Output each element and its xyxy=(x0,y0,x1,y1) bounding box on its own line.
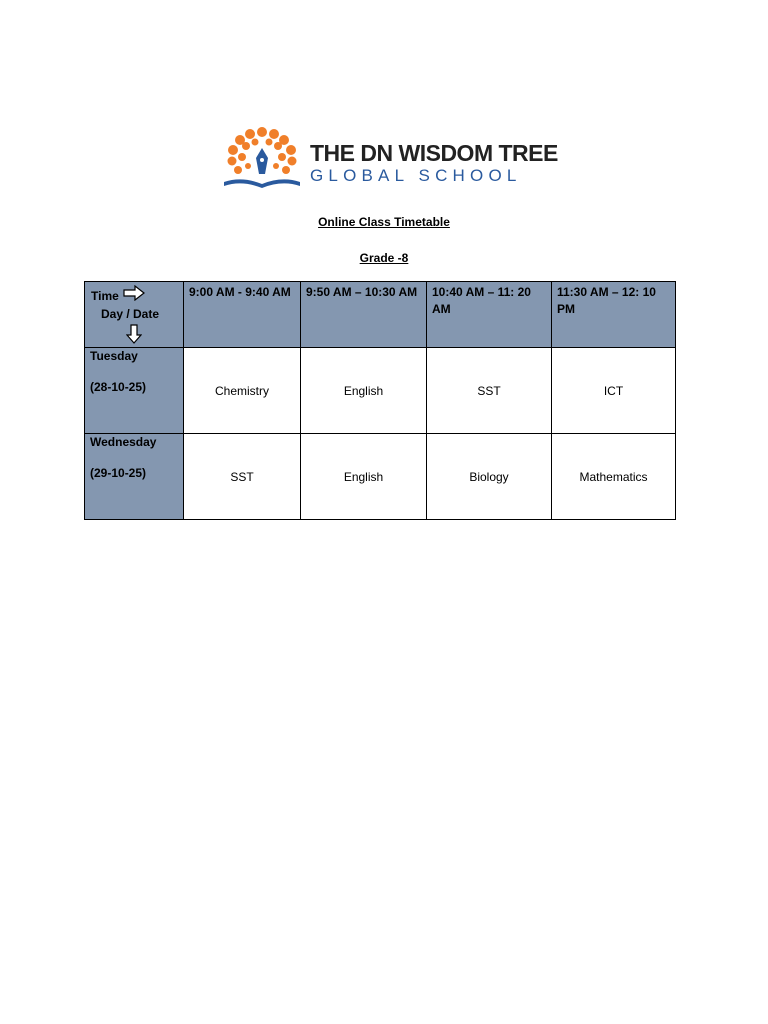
corner-day-label: Day / Date xyxy=(101,307,160,321)
tree-icon xyxy=(220,122,304,194)
corner-cell xyxy=(85,282,184,348)
day-name: Tuesday xyxy=(90,349,138,363)
subject-cell: English xyxy=(301,434,427,520)
time-slot-header: 9:50 AM – 10:30 AM xyxy=(301,282,427,348)
table-header-row xyxy=(85,282,676,348)
time-slot-header: 9:00 AM - 9:40 AM xyxy=(184,282,301,348)
day-date: (28-10-25) xyxy=(90,380,147,394)
arrow-right-icon xyxy=(123,285,145,301)
arrow-down-icon xyxy=(126,324,142,344)
subject-cell: Mathematics xyxy=(552,434,676,520)
table-row xyxy=(85,348,676,434)
school-logo xyxy=(220,122,558,194)
day-name: Wednesday xyxy=(90,435,157,449)
day-cell xyxy=(85,434,184,520)
time-slot-header: 11:30 AM – 12: 10 PM xyxy=(552,282,676,348)
subject-cell: ICT xyxy=(552,348,676,434)
table-row xyxy=(85,434,676,520)
corner-time-label: Time xyxy=(91,289,119,303)
logo-subtitle: GLOBAL SCHOOL xyxy=(310,166,522,185)
logo-title: THE DN WISDOM TREE xyxy=(310,140,558,166)
subject-cell: Chemistry xyxy=(184,348,301,434)
subject-cell: English xyxy=(301,348,427,434)
page-title: Online Class Timetable xyxy=(318,215,450,229)
day-date: (29-10-25) xyxy=(90,466,147,480)
day-cell xyxy=(85,348,184,434)
time-slot-header: 10:40 AM – 11: 20 AM xyxy=(427,282,552,348)
grade-label: Grade -8 xyxy=(359,251,409,265)
subject-cell: SST xyxy=(184,434,301,520)
timetable xyxy=(84,281,676,520)
subject-cell: SST xyxy=(427,348,552,434)
subject-cell: Biology xyxy=(427,434,552,520)
